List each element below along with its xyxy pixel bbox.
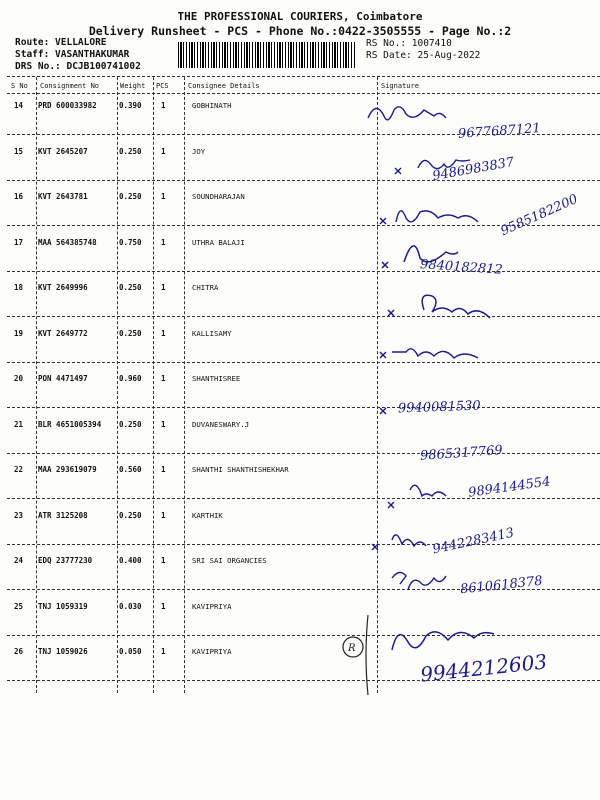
cell-consignment: ATR 3125208 [38, 510, 88, 520]
cell-pcs: 1 [161, 556, 166, 565]
column-header-consignment: Consignment No [40, 82, 100, 90]
signature-phone: 9677687121 [457, 121, 542, 142]
cell-pcs: 1 [161, 328, 166, 338]
cell-pcs: 1 [161, 192, 166, 201]
cell-consignee: SRI SAI ORGANCIES [192, 556, 267, 565]
cell-sno: 22 [14, 465, 24, 474]
signature-phone: 8610618378 [459, 573, 544, 598]
cell-sno: 16 [14, 192, 24, 201]
cell-sno: 21 [14, 419, 24, 429]
cell-weight: 0.050 [119, 647, 142, 656]
cell-sno: 19 [14, 328, 24, 338]
column-header-consignee: Consignee Details [188, 82, 260, 90]
cell-weight: 0.250 [119, 146, 142, 156]
cell-consignee: SHANTHI SHANTHISHEKHAR [192, 465, 289, 474]
cell-sno: 14 [14, 101, 24, 110]
cell-pcs: 1 [161, 601, 166, 611]
rs-date: RS Date: 25-Aug-2022 [366, 50, 481, 61]
company-title: THE PROFESSIONAL COURIERS, Coimbatore [177, 10, 423, 23]
stamp-mark: R [348, 643, 356, 654]
cell-consignment: EDQ 23777230 [38, 556, 93, 565]
cell-pcs: 1 [161, 146, 166, 156]
signature-phone: 9840182812 [419, 257, 504, 278]
cell-consignment: MAA 564385748 [38, 237, 97, 247]
route-label: Route: VELLALORE [15, 37, 107, 48]
signature-scribble [380, 211, 478, 224]
cell-consignment: PON 4471497 [38, 374, 88, 383]
cell-pcs: 1 [161, 419, 166, 429]
signature-scribble [380, 349, 478, 358]
cell-consignee: UTHRA BALAJI [192, 237, 245, 247]
cell-consignment: PRD 600033982 [38, 101, 97, 110]
cell-sno: 26 [14, 647, 24, 656]
cell-sno: 18 [14, 283, 24, 292]
cell-consignee: SOUNDHARAJAN [192, 192, 245, 201]
cell-weight: 0.960 [119, 374, 142, 383]
cell-consignment: MAA 293619079 [38, 465, 97, 474]
cell-consignee: SHANTHISREE [192, 374, 241, 383]
column-header-signature: Signature [381, 82, 419, 90]
cell-consignment: KVT 2649772 [38, 328, 88, 338]
drs-number: DRS No.: DCJB100741002 [15, 61, 141, 72]
cell-consignment: TNJ 1059026 [38, 647, 88, 656]
cell-consignee: DUVANESWARY.J [192, 419, 250, 429]
cell-pcs: 1 [161, 374, 166, 383]
cell-consignment: KVT 2649996 [38, 283, 88, 292]
cell-consignee: GOBHINATH [192, 101, 232, 110]
cell-sno: 20 [14, 374, 24, 383]
cell-pcs: 1 [161, 510, 166, 520]
cell-weight: 0.250 [119, 283, 142, 292]
cell-consignment: KVT 2643781 [38, 192, 88, 201]
cell-weight: 0.250 [119, 510, 142, 520]
signature-scribble [392, 572, 446, 590]
cell-consignee: KAVIPRIYA [192, 647, 232, 656]
signature-phone: 9486983837 [431, 154, 516, 185]
cell-pcs: 1 [161, 647, 166, 656]
column-header-sno: S No [11, 82, 28, 90]
cell-consignee: KAVIPRIYA [192, 601, 232, 611]
cell-weight: 0.750 [119, 237, 142, 247]
signature-scribble [368, 107, 446, 120]
signature-phone: 9865317769 [419, 443, 504, 464]
cell-consignee: CHITRA [192, 283, 219, 292]
signature-scribble [388, 485, 446, 508]
cell-pcs: 1 [161, 283, 166, 292]
signature-scribble [380, 408, 386, 414]
staff-label: Staff: VASANTHAKUMAR [15, 49, 130, 60]
cell-consignee: KARTHIK [192, 510, 223, 520]
cell-weight: 0.030 [119, 601, 142, 611]
cell-weight: 0.250 [119, 328, 142, 338]
cell-sno: 17 [14, 237, 24, 247]
signature-phone: 9944212603 [419, 649, 549, 687]
cell-pcs: 1 [161, 237, 166, 247]
runsheet-title: Delivery Runsheet - PCS - Phone No.:0422-3505555 - Page No.:2 [88, 24, 512, 38]
cell-sno: 23 [14, 510, 24, 520]
signature-scribble [388, 295, 490, 318]
cell-consignee: JOY [192, 146, 206, 156]
column-header-weight: Weight [120, 82, 146, 90]
cell-weight: 0.560 [119, 465, 142, 474]
signature-phone: 9894144554 [467, 474, 552, 501]
signature-scribble [372, 535, 426, 550]
column-header-pcs: PCS [156, 82, 169, 90]
signature-phone: 9442283413 [431, 525, 516, 558]
margin-bracket [366, 615, 368, 695]
cell-consignment: KVT 2645207 [38, 146, 88, 156]
cell-weight: 0.400 [119, 556, 142, 565]
cell-weight: 0.250 [119, 192, 142, 201]
cell-weight: 0.250 [119, 419, 142, 429]
signature-phone: 9940081530 [397, 398, 481, 417]
cell-sno: 15 [14, 146, 24, 156]
signature-phone: 9585182200 [498, 191, 581, 240]
cell-pcs: 1 [161, 465, 166, 474]
cell-sno: 24 [14, 556, 24, 565]
cell-consignee: KALLISAMY [192, 328, 232, 338]
cell-pcs: 1 [161, 101, 166, 110]
cell-sno: 25 [14, 601, 24, 611]
rs-number: RS No.: 1007410 [366, 38, 452, 49]
signature-scribble [392, 632, 494, 650]
cell-consignment: BLR 4651005394 [38, 419, 102, 429]
cell-consignment: TNJ 1059319 [38, 601, 88, 611]
cell-weight: 0.390 [119, 101, 142, 110]
